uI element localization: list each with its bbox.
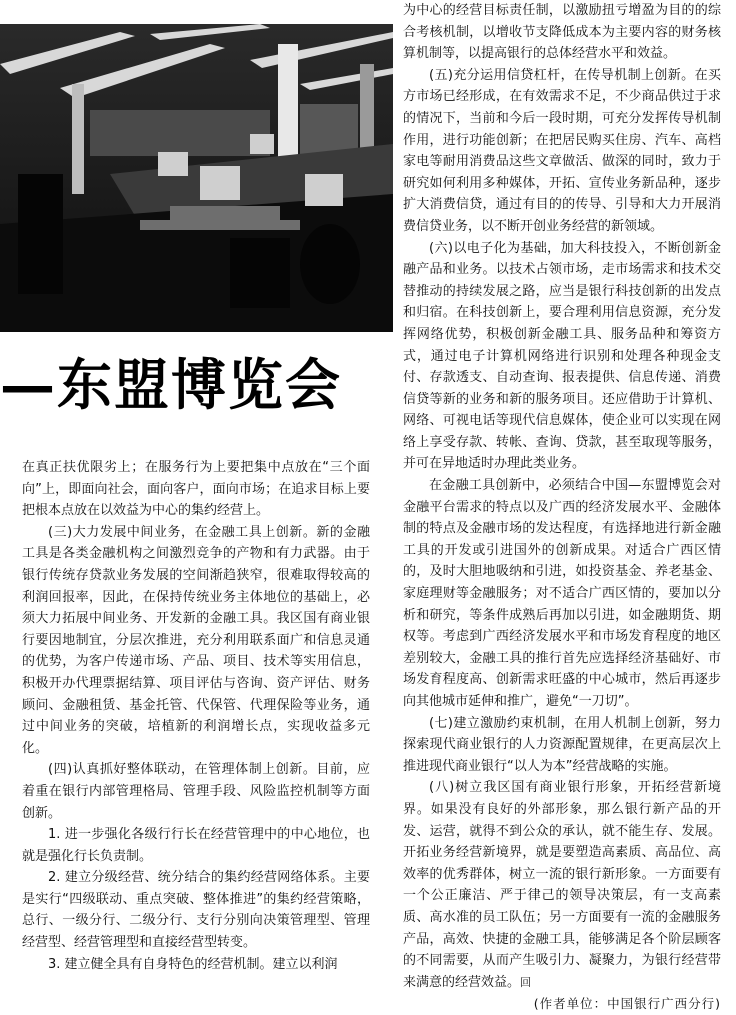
photo-drawing [0,24,393,332]
paragraph: 在真正扶优限劣上；在服务行为上要把集中点放在“三个面向”上，即面向社会，面向客户，面向市场；在追求目标上要把根本点放在以效益为中心的集约经营上。 [22,460,370,519]
byline: (作者单位：中国银行广西分行) [533,996,721,1012]
left-column [22,457,370,975]
office-computers-photo [0,24,393,332]
right-column [403,0,721,1015]
paragraph: 1. 进一步强化各级行行长在经营管理中的中心地位，也就是强化行长负责制。 [22,827,370,864]
paragraph: 在金融工具创新中，必须结合中国—东盟博览会对金融平台需求的特点以及广西的经济发展水平、金融体制的特点及金融市场的发达程度，有选择地进行新金融工具的开发或引进国外的创新成果。对适合广西区情的，及时大胆地吸纳和引进，如投资基金、养老基金、家庭理财等金融服务；对不适合广西区情的，要加以分析和研究，等条件成熟后再加以引进，如金融期货、期权等。考虑到广西经济发展水平和市场发育程度的地区差别较大，金融工具的推行首先应选择经济基础好、市场发育程度高、创新需求旺盛的中心城市，然后再逐步向其他城市延伸和推广，避免“一刀切”。 [403,478,721,709]
paragraph: (五)充分运用信贷杠杆，在传导机制上创新。在买方市场已经形成，在有效需求不足，不少商品供过于求的情况下，当前和今后一段时期，可充分发挥传导机制作用，进行功能创新；在把居民购买住房、汽车、高档家电等耐用消费品这些文章做活、做深的同时，致力于研究如何利用多种媒体，开拓、宣传业务新品种，逐步扩大消费信贷，通过有目的的传导、引导和大力开展消费信贷业务，以不断开创业务经营的新领域。 [403,67,721,234]
paragraph: 3. 建立健全具有自身特色的经营机制。建立以利润 [48,956,338,972]
headline: —东盟博览会 [0,352,343,417]
paragraph: (六)以电子化为基础，加大科技投入，不断创新金融产品和业务。以技术占领市场，走市场需求和技术交替推动的持续发展之路，应当是银行科技创新的出发点和归宿。在科技创新上，要合理利用信息资源，充分发挥网络优势，积极创新金融工具、服务品种和筹资方式，通过电子计算机网络进行识别和处理各种现金支付、存款透支、自动查询、报表提供、信息传递、消费信贷等新的业务和新的服务项目。还应借助于计算机、网络、可视电话等现代信息媒体，使企业可以实现在网络上享受存款、转帐、查询、贷款，甚至取现等服务，并可在异地适时办理此类业务。 [403,240,721,472]
paragraph: (三)大力发展中间业务，在金融工具上创新。新的金融工具是各类金融机构之间激烈竞争的产物和有力武器。由于银行传统存贷款业务发展的空间渐趋狭窄，很难取得较高的利润回报率，因此，在保持传统业务主体地位的基础上，必须大力拓展中间业务、开发新的金融工具。我区国有商业银行要因地制宜，分层次推进，充分利用联系面广和信息灵通的优势，为客户传递市场、产品、项目、技术等实用信息，积极开办代理票据结算、项目评估与咨询、资产评估、财务顾问、金融租赁、基金托管、代保管、代理保险等业务，通过中间业务的突破，培植新的利润增长点，实现收益多元化。 [22,524,370,756]
paragraph: 2. 建立分级经营、统分结合的集约经营网络体系。主要是实行“四级联动、重点突破、整体推进”的集约经营策略，总行、一级分行、二级分行、支行分别向决策管理型、管理经营型、经营管理型和直接经营型转变。 [22,870,370,951]
paragraph-text: (八)树立我区国有商业银行形象，开拓经营新境界。如果没有良好的外部形象，那么银行新产品的开发、运营，就得不到公众的承认，就不能生存、发展。开拓业务经营新境界，就是要塑造高素质、高品位、高效率的优秀群体，树立一流的银行新形象。一方面要有一个公正廉洁、严于律己的领导决策层，有一支高素质、高水准的员工队伍；另一方面要有一流的金融服务产品，高效、快捷的金融工具，能够满足各个阶层顾客的不同需要，从而产生吸引力、凝聚力，为银行经营带来满意的经营效益。 [403,780,721,990]
end-mark: 回 [520,975,532,989]
paragraph [403,777,721,993]
paragraph: (七)建立激励约束机制，在用人机制上创新，努力探索现代商业银行的人力资源配置规律，在更高层次上推进现代商业银行“以人为本”经营战略的实施。 [403,715,721,774]
paragraph: 为中心的经营目标责任制，以激励扭亏增盈为目的的综合考核机制，以增收节支降低成本为主要内容的财务核算机制等，以提高银行的总体经营水平和效益。 [403,3,721,62]
paragraph: (四)认真抓好整体联动，在管理体制上创新。目前，应着重在银行内部管理格局、管理手段、风险监控机制等方面创新。 [22,762,370,821]
